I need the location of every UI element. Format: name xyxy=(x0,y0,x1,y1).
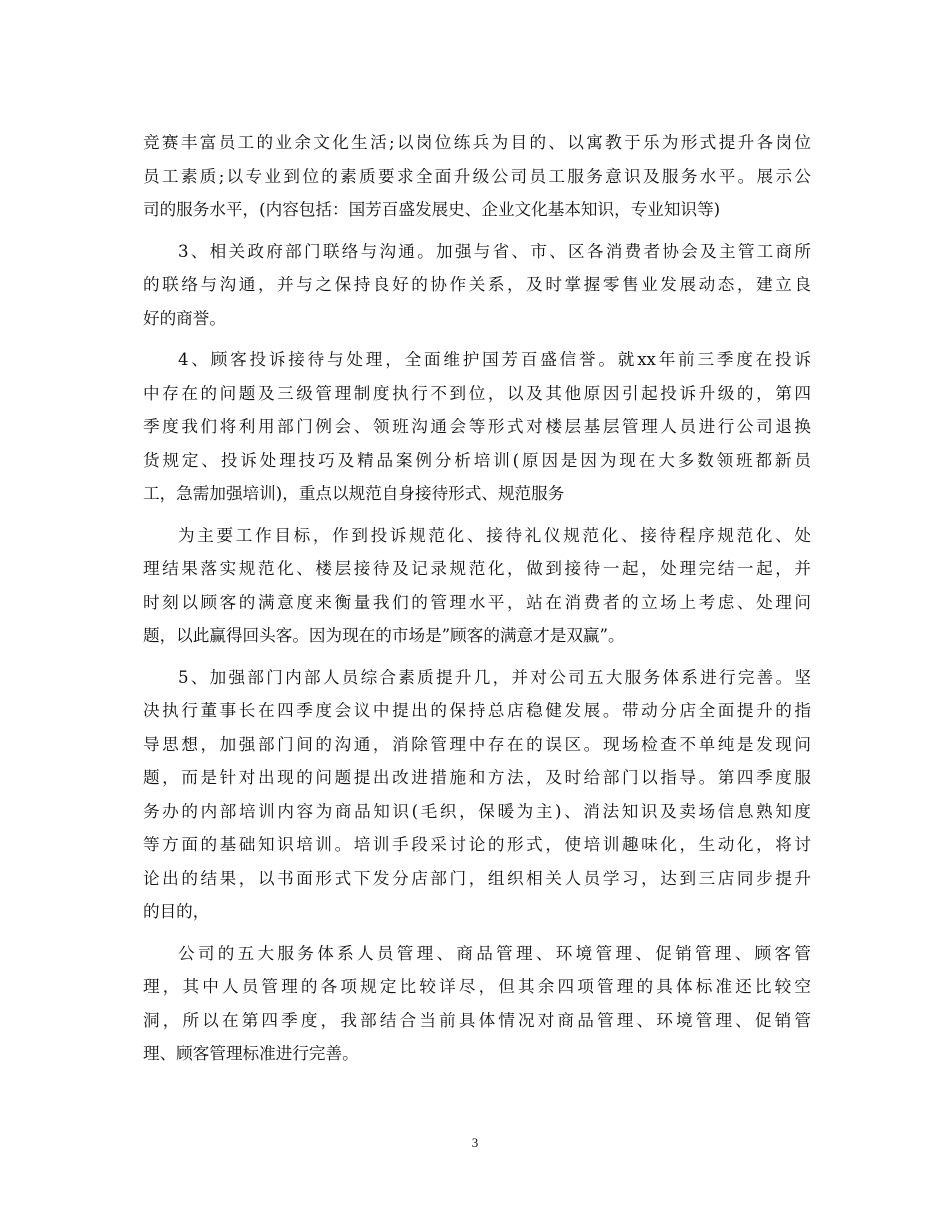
text-line: 理，其中人员管理的各项规定比较详尽，但其余四项管理的具体标准还比较空 xyxy=(143,977,811,996)
text-line: 员工素质;以专业到位的素质要求全面升级公司员工服务意识及服务水平。展示公 xyxy=(143,166,811,186)
text-line: 务办的内部培训内容为商品知识(毛织，保暖为主)、消法知识及卖场信息熟知度 xyxy=(143,801,811,821)
text-line: 5、加强部门内部人员综合素质提升几，并对公司五大服务体系进行完善。坚 xyxy=(178,667,811,687)
text-line: 货规定、投诉处理技巧及精品案例分析培训(原因是因为现在大多数领班都新员 xyxy=(143,450,811,470)
text-line: 导思想，加强部门间的沟通，消除管理中存在的误区。现场检查不单纯是发现问 xyxy=(143,734,811,754)
text-line: 决执行董事长在四季度会议中提出的保持总店稳健发展。带动分店全面提升的指 xyxy=(143,701,811,720)
page-number: 3 xyxy=(471,1135,479,1150)
paragraph xyxy=(143,235,811,336)
text-line: 司的服务水平，(内容包括：国芳百盛发展史、企业文化基本知识，专业知识等) xyxy=(143,200,721,219)
text-line: 的联络与沟通，并与之保持良好的协作关系，及时掌握零售业发展动态，建立良 xyxy=(143,275,811,294)
text-line: 理结果落实规范化、楼层接待及记录规范化，做到接待一起，处理完结一起，并 xyxy=(143,559,811,578)
text-line: 好的商誉。 xyxy=(143,308,226,328)
paragraph xyxy=(143,343,811,511)
text-line: 论出的结果，以书面形式下发分店部门，组织相关人员学习，达到三店同步提升 xyxy=(143,868,811,888)
text-line: 竞赛丰富员工的业余文化生活;以岗位练兵为目的、以寓教于乐为形式提升各岗位 xyxy=(143,133,811,152)
text-line: 的目的， xyxy=(143,902,210,921)
text-line: 等方面的基础知识培训。培训手段采讨论的形式，使培训趣味化，生动化，将讨 xyxy=(143,835,811,854)
text-line: 4、顾客投诉接待与处理，全面维护国芳百盛信誉。就xx年前三季度在投诉 xyxy=(178,350,811,369)
text-line: 题，而是针对出现的问题提出改进措施和方法，及时给部门以指导。第四季度服 xyxy=(143,768,811,787)
paragraph xyxy=(143,519,811,653)
text-line: 3、相关政府部门联络与沟通。加强与省、市、区各消费者协会及主管工商所 xyxy=(178,241,811,261)
text-line: 题，以此赢得回头客。因为现在的市场是”顾客的满意才是双赢”。 xyxy=(143,626,625,645)
paragraph xyxy=(143,937,811,1071)
text-line: 理、顾客管理标准进行完善。 xyxy=(143,1044,359,1063)
document-body xyxy=(143,126,811,1071)
text-line: 为主要工作目标，作到投诉规范化、接待礼仪规范化、接待程序规范化、处 xyxy=(178,525,811,545)
text-line: 公司的五大服务体系人员管理、商品管理、环境管理、促销管理、顾客管 xyxy=(178,943,811,963)
paragraph xyxy=(143,661,811,929)
text-line: 季度我们将利用部门例会、领班沟通会等形式对楼层基层管理人员进行公司退换 xyxy=(143,417,811,436)
text-line: 工，急需加强培训)，重点以规范自身接待形式、规范服务 xyxy=(143,484,565,503)
text-line: 洞，所以在第四季度，我部结合当前具体情况对商品管理、环境管理、促销管 xyxy=(143,1010,811,1030)
text-line: 时刻以顾客的满意度来衡量我们的管理水平，站在消费者的立场上考虑、处理问 xyxy=(143,592,811,612)
text-line: 中存在的问题及三级管理制度执行不到位，以及其他原因引起投诉升级的，第四 xyxy=(143,383,811,403)
paragraph xyxy=(143,126,811,227)
